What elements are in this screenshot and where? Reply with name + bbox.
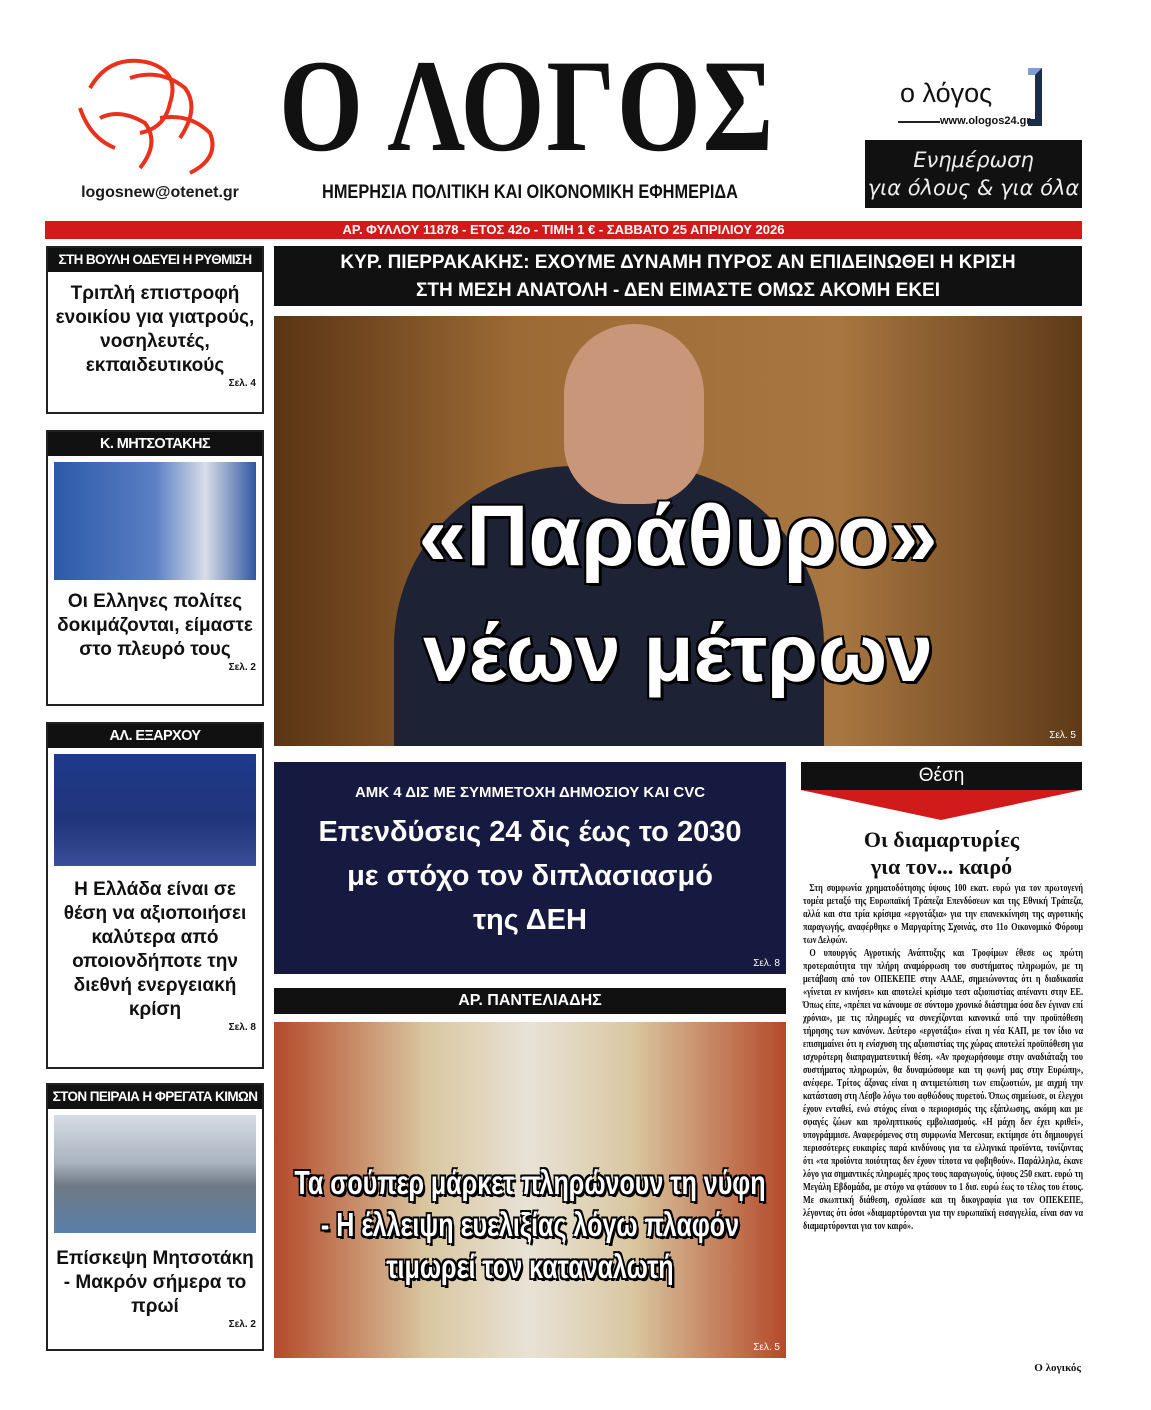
story-kicker: ΣΤΗ ΒΟΥΛΗ ΟΔΕΥΕΙ Η ΡΥΘΜΙΣΗ [48,248,262,272]
red-triangle [801,790,1082,820]
page-ref: Σελ. 2 [228,662,256,673]
page-ref: Σελ. 4 [228,378,256,389]
headline-line: της ΔΕΗ [473,904,587,936]
tagline-line: για όλους & για όλα [867,176,1080,200]
issue-bar: ΑΡ. ΦΥΛΛΟΥ 11878 - ΕΤΟΣ 42ο - ΤΙΜΗ 1 € - ΣΑΒΒΑΤΟ 25 ΑΠΡΙΛΙΟΥ 2026 [45,221,1082,239]
title-line: Οι διαμαρτυρίες [863,827,1020,852]
headline-line: Επενδύσεις 24 δις έως το 2030 [318,816,742,848]
paragraph: Ο υπουργός Αγροτικής Ανάπτυξης και Τροφίμων έθεσε ως πρώτη προτεραιότητα την πλήρη αναμόρφωση του συστήματος πληρωμών, με τη μετάβαση από τον ΟΠΕΚΕΠΕ στην ΑΑΔΕ, σημειώνοντας ότι η διαδικασία «γίνεται εν κινήσει» και αποτελεί κρίσιμο τεστ αξιοπιστίας απέναντι στην ΕΕ. Όπως είπε, «πρέπει να κάνουμε σε σύντομο χρονικό διάστημα όσα δεν έγιναν επί χρόνια», με τις πληρωμές να συνεχίζονται κανονικά υπό την προϋπόθεση τήρησης των κανόνων. Δεύτερο «εργοτάξιο» είναι η νέα ΚΑΠ, με τον ίδιο να επισημαίνει ότι η ενίσχυση της αξιοπιστίας της χώρας αποτελεί προϋπόθεση για ισχυρότερη διαπραγματευτική θέση. «Αν προχωρήσουμε στην αναδιάταξη του συστήματος πληρωμών, θα δυναμώσουμε και τη φωνή μας στην Ευρώπη», ανέφερε. Τρίτος άξονας είναι η αντιμετώπιση των επιζωοτιών, με αιχμή την κατάσταση στη Λέσβο λόγω του αφθώδους πυρετού. Όπως σημείωσε, οι έλεγχοι έχουν ενταθεί, ενώ στόχος είναι ο περιορισμός της εξάπλωσης, ακόμη και με σφαγές ζώων και προληπτικούς εμβολιασμούς. «Η μάχη δεν έχει κριθεί», υπογράμμισε. Αναφερόμενος στη συμφωνία Mercosur, εκτίμησε ότι δημιουργεί περισσότερες ευκαιρίες παρά κινδύνους για τα ελληνικά προϊόντα, τονίζοντας ότι «τα προϊόντα ποιότητας δεν έχουν τίποτα να φοβηθούν». Παράλληλα, έκανε λόγο για σημαντικές πληρωμές προς τους παραγωγούς, ύψους 250 εκατ. ευρώ τη Μεγάλη Εβδομάδα, με στόχο να φτάσουν το 1 δισ. ευρώ έως το τέλος του έτους. Με σκωπτική διάθεση, σχολίασε και τη δικογραφία για τον ΟΠΕΚΕΠΕ, λέγοντας ότι όσοι «διαμαρτύρονται για την ευρωπαϊκή εισαγγελία, είναι σαν να διαμαρτύρονται για τον καιρό». [803,948,1083,1232]
paragraph: Στη συμφωνία χρηματοδότησης ύψους 100 εκατ. ευρώ για τον πρωτογενή τομέα μεταξύ της Ευρωπαϊκή Τράπεζα Επενδύσεων και της Εθνική Τράπεζα, αλλά και στα τρία κρίσιμα «εργοτάξια» για την επανεκκίνηση της αγροτικής παραγωγής, αναφέρθηκε ο Μαργαρίτης Σχοινάς, στο 11ο Οικονομικό Φόρουμ των Δελφών. [803,883,1083,946]
partner-url[interactable]: www.ologos24.gr [940,115,1031,127]
story-kicker: ΑΡ. ΠΑΝΤΕΛΙΑΔΗΣ [274,988,786,1014]
deh-story[interactable] [274,762,786,974]
page-ref: Σελ. 8 [753,958,780,969]
opinion-title [801,826,1082,880]
tagline-line: Ενημέρωση [913,148,1034,172]
lead-story[interactable] [274,316,1082,746]
story-text: Τριπλή επιστροφή ενοικίου για γιατρούς, νοσηλευτές, εκπαιδευτικούς [55,283,255,376]
divider [898,121,940,123]
story-kicker: ΑΜΚ 4 ΔΙΣ ΜΕ ΣΥΜΜΕΤΟΧΗ ΔΗΜΟΣΙΟΥ ΚΑΙ CVC [354,784,706,801]
story-kicker: Κ. ΜΗΤΣΟΤΑΚΗΣ [48,432,262,456]
headline-line: τιμωρεί τον καταναλωτή [386,1248,674,1285]
story-text: Οι Ελληνες πολίτες δοκιμάζονται, είμαστε στο πλευρό τους [57,591,253,660]
photo-frigate [54,1115,256,1233]
story-text: Επίσκεψη Μητσοτάκη - Μακρόν σήμερα το πρωί [56,1248,254,1317]
opinion-section: Θέση [801,762,1082,790]
kicker-line: ΣΤΗ ΜΕΣΗ ΑΝΑΤΟΛΗ - ΔΕΝ ΕΙΜΑΣΤΕ ΟΜΩΣ ΑΚΟΜΗ ΕΚΕΙ [415,280,941,301]
signature: Ο λογικός [1034,1362,1081,1374]
headline-line: με στόχο τον διπλασιασμό [347,860,713,892]
partner-logo[interactable] [880,68,1080,138]
opinion-body [803,882,1083,1233]
logo-illustration [70,48,240,178]
photo-speaker-head [564,324,704,504]
story-headline [274,810,786,942]
photo-mitsotakis [54,462,256,580]
story-text: Η Ελλάδα είναι σε θέση να αξιοποιήσει καλύτερα από οποιονδήποτε την διεθνή ενεργειακή κρίση [63,879,247,1020]
page-ref: Σελ. 5 [1049,730,1076,741]
sidebar-story[interactable] [46,1083,264,1351]
photo-conference [54,754,256,866]
headline-line: Τα σούπερ μάρκετ πληρώνουν τη νύφη [294,1164,766,1201]
title-line: για τον... καιρό [870,854,1013,879]
page-ref: Σελ. 2 [228,1319,256,1330]
page-ref: Σελ. 8 [228,1022,256,1033]
contact-email[interactable]: logosnew@otenet.gr [81,184,239,201]
newspaper-subtitle: ΗΜΕΡΗΣΙΑ ΠΟΛΙΤΙΚΗ ΚΑΙ ΟΙΚΟΝΟΜΙΚΗ ΕΦΗΜΕΡΙΔΑ [322,182,738,203]
headline-line: - Η έλλειψη ευελιξίας λόγω πλαφόν [320,1206,740,1243]
sidebar-story[interactable] [46,246,264,414]
story-kicker: ΣΤΟΝ ΠΕΙΡΑΙΑ Η ΦΡΕΓΑΤΑ ΚΙΜΩΝ [48,1085,262,1109]
newspaper-title: Ο ΛΟΓΟΣ [278,32,776,179]
sidebar-story[interactable] [46,430,264,706]
lead-kicker [274,246,1082,306]
market-story[interactable] [274,1022,786,1358]
page-ref: Σελ. 5 [753,1342,780,1353]
lead-headline: «Παράθυρο» [418,488,938,584]
partner-name: ο λόγος [900,78,993,108]
kicker-line: ΚΥΡ. ΠΙΕΡΡΑΚΑΚΗΣ: ΕΧΟΥΜΕ ΔΥΝΑΜΗ ΠΥΡΟΣ ΑΝ ΕΠΙΔΕΙΝΩΘΕΙ Η ΚΡΙΣΗ [340,252,1016,273]
story-headline [279,1162,781,1288]
sidebar-story[interactable] [46,722,264,1069]
partner-tagline [865,140,1082,208]
story-kicker: ΑΛ. ΕΞΑΡΧΟΥ [48,724,262,748]
lead-headline: νέων μέτρων [423,608,933,699]
